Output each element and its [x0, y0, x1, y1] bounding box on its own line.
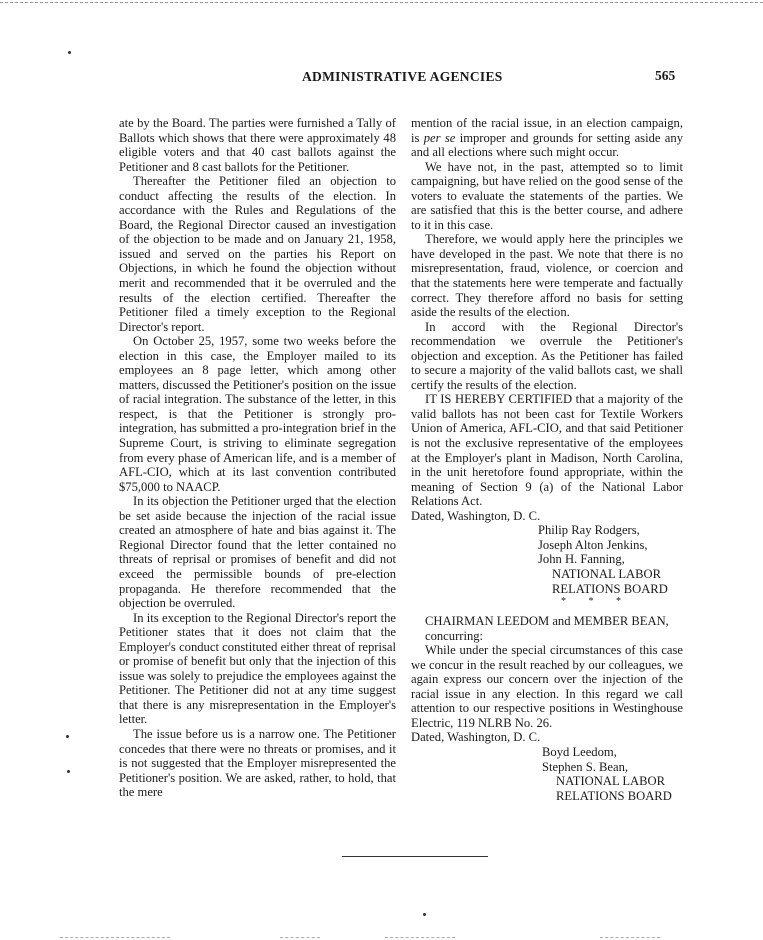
paragraph: The issue before us is a narrow one. The Petitioner concedes that there were no threats or promises, and it is not suggested that the Employer misrepresented the Petitioner's position. We are asked, rather, to hold, that the mere: [119, 726, 396, 800]
bottom-edge-mark: [280, 937, 320, 939]
signer-name: Stephen S. Bean,: [542, 759, 629, 774]
scan-speck: [66, 735, 69, 738]
paragraph: While under the special circumstances of this case we concur in the result reached by our colleagues, we again express our concern over the injection of the racial issue in any election. In this regard we call attention to our respective positions in Westinghouse Electric, 119 NLRB No. 26.: [411, 643, 683, 730]
scan-speck: [67, 770, 70, 773]
top-border: [0, 2, 763, 3]
concurrence-heading: CHAIRMAN LEEDOM and MEMBER BEAN,: [425, 614, 669, 629]
board-name: RELATIONS BOARD: [556, 788, 672, 803]
concurrence-subheading: concurring:: [425, 628, 484, 643]
right-column: [411, 116, 683, 803]
italic-text: per se: [423, 130, 456, 145]
board-name: NATIONAL LABOR: [556, 774, 666, 789]
running-header: ADMINISTRATIVE AGENCIES: [302, 69, 503, 84]
left-column: [119, 116, 396, 800]
paragraph: In its objection the Petitioner urged that the election be set aside because the injection of the racial issue created an atmosphere of hate and bias against it. The Regional Director found that the letter contained no threats of reprisal or promises of benefit and did not exceed the permissible bounds of pre-election propaganda. He therefore recommended that the objection be overruled.: [119, 494, 396, 611]
signer-name: Boyd Leedom,: [542, 744, 617, 759]
scan-speck: [423, 913, 426, 916]
paragraph: We have not, in the past, attempted so to limit campaigning, but have relied on the good sense of the voters to evaluate the statements of the parties. We are satisfied that this is the better course, and adhere to it in this case.: [411, 159, 683, 232]
paragraph: IT IS HEREBY CERTIFIED that a majority of the valid ballots has not been cast for Textile Workers Union of America, AFL-CIO, and that said Petitioner is not the exclusive representative of the employees at the Employer's plant in Madison, North Carolina, in the unit heretofore found appropriate, within the meaning of Section 9 (a) of the National Labor Relations Act.: [411, 392, 683, 509]
signature-block: [538, 523, 683, 596]
paragraph: In its exception to the Regional Director's report the Petitioner states that it does not claim that the Employer's conduct constituted either threat of reprisal or promise of benefit but only that the injection of this issue was solely to prejudice the employees against the Petitioner. The Petitioner did not at any time suggest that there is any misrepresentation in the Employer's letter.: [119, 610, 396, 727]
signer-name: Philip Ray Rodgers,: [538, 523, 640, 538]
signature-block: [542, 745, 683, 803]
signer-name: Joseph Alton Jenkins,: [538, 537, 648, 552]
signer-name: John H. Fanning,: [538, 552, 625, 567]
paragraph: In accord with the Regional Director's recommendation we overrule the Petitioner's objection and exception. As the Petitioner has failed to secure a majority of the valid ballots cast, we shall certify the results of the election.: [411, 319, 683, 392]
board-name: NATIONAL LABOR: [552, 566, 662, 581]
paragraph: [411, 116, 683, 160]
board-name: RELATIONS BOARD: [552, 581, 668, 596]
page-number: 565: [655, 68, 676, 83]
paragraph: ate by the Board. The parties were furnished a Tally of Ballots which shows that there were approximately 48 eligible voters and that 40 cast ballots against the Petitioner and 8 cast ballots for the Petitioner.: [119, 116, 396, 174]
paragraph: Therefore, we would apply here the principles we have developed in the past. We note that there is no misrepresentation, fraud, violence, or coercion and that the statements here were temperate and factually correct. They therefore afford no basis for setting aside the results of the election.: [411, 232, 683, 320]
section-separator: * * *: [561, 596, 631, 608]
paragraph: Thereafter the Petitioner filed an objection to conduct affecting the results of the election. In accordance with the Rules and Regulations of the Board, the Regional Director caused an investigation of the objection to be made and on January 21, 1958, issued and served on the parties his Report on Objections, in which he found the objection without merit and recommended that it be overruled and the results of the election certified. Thereafter the Petitioner filed a timely exception to the Regional Director's report.: [119, 174, 396, 334]
paragraph: On October 25, 1957, some two weeks before the election in this case, the Employer mailed to its employees an 8 page letter, which among other matters, discussed the Petitioner's position on the issue of racial integration. The substance of the letter, in this respect, is that the Petitioner is strongly pro-integration, has submitted a pro-integration brief in the Supreme Court, is striving to eliminate segregation from every phase of American life, and is a member of AFL-CIO, which at its last convention contributed $75,000 to NAACP.: [119, 334, 396, 494]
text-run: improper and grounds for setting aside any and all elections where such might occur.: [411, 130, 683, 160]
dated-line: Dated, Washington, D. C.: [411, 730, 541, 745]
dated-line: Dated, Washington, D. C.: [411, 508, 541, 523]
bottom-edge-mark: [600, 937, 660, 939]
scan-speck: [68, 51, 71, 54]
text-run: mention of the racial issue, in an election campaign, is: [411, 116, 683, 145]
bottom-edge-mark: [385, 937, 455, 939]
bottom-edge-mark: [60, 937, 170, 939]
footer-rule: [342, 856, 488, 857]
